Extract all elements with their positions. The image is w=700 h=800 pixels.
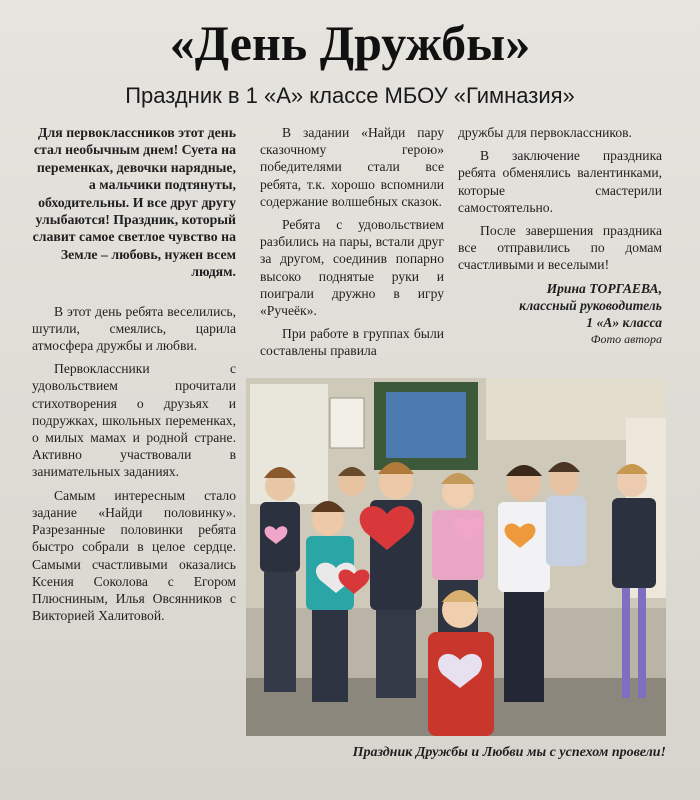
paragraph: Ребята с удовольствием разбились на пары, встали друг за другом, соединив попарно высоко поднятые руки и поиграли дружно в игру «Ручеёк». — [260, 217, 444, 319]
signature-role: классный руководитель — [519, 297, 662, 313]
signature-author: Ирина ТОРГАЕВА, — [546, 280, 662, 296]
paragraph: В этот день ребята веселились, шутили, смеялись, царила атмосфера дружбы и любви. — [32, 303, 236, 354]
paragraph: Самым интересным стало задание «Найди половинку». Разрезанные половинки ребята быстро собрали в целое сердце. Самыми счастливыми оказались Ксения Соколова с Егором Плюсниным, Илья Овсянников с Викторией Халитовой. — [32, 487, 236, 624]
paragraph: При работе в группах были составлены правила — [260, 326, 444, 359]
paragraph: После завершения праздника все отправились по домам счастливыми и веселыми! — [458, 223, 662, 273]
class-photo-illustration — [246, 378, 666, 736]
article-lead: Для первоклассников этот день стал необычным днем! Суета на переменках, девочки нарядные, а мальчики подтянуты, обходительны. И все друг другу улыбаются! Праздник, который славит самое светлое чувство на Земле – любовь, нужен всем людям. — [32, 125, 236, 280]
class-photo — [246, 378, 666, 736]
article-subtitle: Праздник в 1 «А» классе МБОУ «Гимназия» — [125, 83, 575, 108]
paragraph: дружбы для первоклассников. — [458, 125, 632, 140]
paragraph: В заключение праздника ребята обменялись валентинками, которые смастерили самостоятельно. — [458, 148, 662, 215]
paragraph: В задании «Найди пару сказочному герою» победителями стали все ребята, т.к. хорошо вспомнили содержание волшебных сказок. — [260, 125, 444, 209]
article-title: «День Дружбы» — [169, 15, 531, 71]
signature-class: 1 «А» класса — [586, 315, 662, 331]
article-column-2 — [260, 124, 444, 366]
article-column-3 — [458, 124, 662, 354]
photo-credit: Фото автора — [590, 332, 662, 347]
photo-caption: Праздник Дружбы и Любви мы с успехом провели! — [352, 745, 666, 760]
article-column-1 — [32, 124, 236, 630]
paragraph: Первоклассники с удовольствием прочитали стихотворения о друзьях и подружках, школьных переменках, о милых мамах и родной стране. Активно участвовали в занимательных заданиях. — [32, 361, 236, 480]
